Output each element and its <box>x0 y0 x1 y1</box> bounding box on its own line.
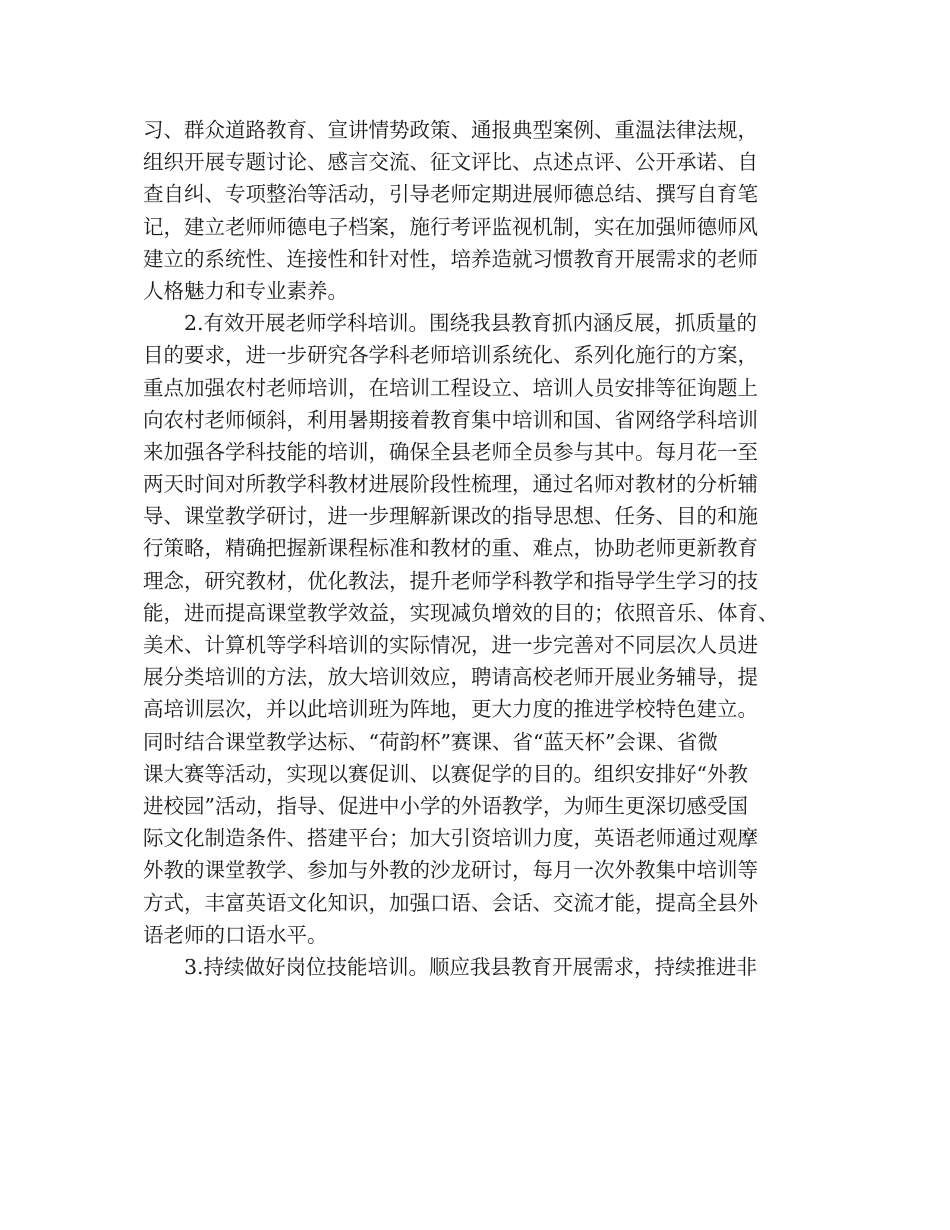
text-line: 高培训层次，并以此培训班为阵地，更大力度的推进学校特色建立。 <box>143 697 758 722</box>
text-line: 导、课堂教学研讨，进一步理解新课改的指导思想、任务、目的和施 <box>143 504 758 529</box>
text-line: 语老师的口语水平。 <box>143 922 328 947</box>
text-line: 目的要求，进一步研究各学科老师培训系统化、系列化施行的方案， <box>143 343 758 368</box>
text-line: 查自纠、专项整治等活动，引导老师定期进展师德总结、撰写自育笔 <box>143 182 758 207</box>
text-line: 外教的课堂教学、参加与外教的沙龙研讨，每月一次外教集中培训等 <box>143 858 758 883</box>
text-line: 组织开展专题讨论、感言交流、征文评比、点述点评、公开承诺、自 <box>143 150 758 175</box>
text-line: 美术、计算机等学科培训的实际情况，进一步完善对不同层次人员进 <box>143 633 758 657</box>
paragraph-2-start: 2.有效开展老师学科培训。围绕我县教育抓内涵反展，抓质量的 <box>143 311 758 336</box>
text-line: 课大赛等活动，实现以赛促训、以赛促学的目的。组织安排好“外教 <box>143 761 748 786</box>
text-line: 际文化制造条件、搭建平台；加大引资培训力度，英语老师通过观摩 <box>143 826 758 851</box>
text-line: 同时结合课堂教学达标、“荷韵杯”赛课、省“蓝天杯”会课、省微 <box>143 729 718 754</box>
text-line: 重点加强农村老师培训，在培训工程设立、培训人员安排等征询题上 <box>143 375 758 400</box>
text-line: 理念，研究教材，优化教法，提升老师学科教学和指导学生学习的技 <box>143 568 758 593</box>
text-line: 进校园”活动，指导、促进中小学的外语教学，为师生更深切感受国 <box>143 793 748 818</box>
text-line: 行策略，精确把握新课程标准和教材的重、难点，协助老师更新教育 <box>143 536 758 561</box>
text-line: 向农村老师倾斜，利用暑期接着教育集中培训和国、省网络学科培训 <box>143 407 758 432</box>
text-line: 习、群众道路教育、宣讲情势政策、通报典型案例、重温法律法规， <box>143 118 758 142</box>
text-line: 建立的系统性、连接性和针对性，培养造就习惯教育开展需求的老师 <box>143 246 758 271</box>
text-line: 展分类培训的方法，放大培训效应，聘请高校老师开展业务辅导，提 <box>143 665 758 690</box>
document-body <box>143 114 823 983</box>
text-line: 记，建立老师师德电子档案，施行考评监视机制，实在加强师德师风 <box>143 214 758 239</box>
text-line: 来加强各学科技能的培训，确保全县老师全员参与其中。每月花一至 <box>143 439 758 464</box>
text-line: 能，进而提高课堂教学效益，实现减负增效的目的；依照音乐、体育、 <box>143 600 779 625</box>
text-line: 方式，丰富英语文化知识，加强口语、会话、交流才能，提高全县外 <box>143 890 758 915</box>
paragraph-3-start: 3.持续做好岗位技能培训。顺应我县教育开展需求，持续推进非 <box>143 954 758 979</box>
text-line: 两天时间对所教学科教材进展阶段性梳理，通过名师对教材的分析辅 <box>143 472 758 497</box>
text-line: 人格魅力和专业素养。 <box>143 278 348 303</box>
